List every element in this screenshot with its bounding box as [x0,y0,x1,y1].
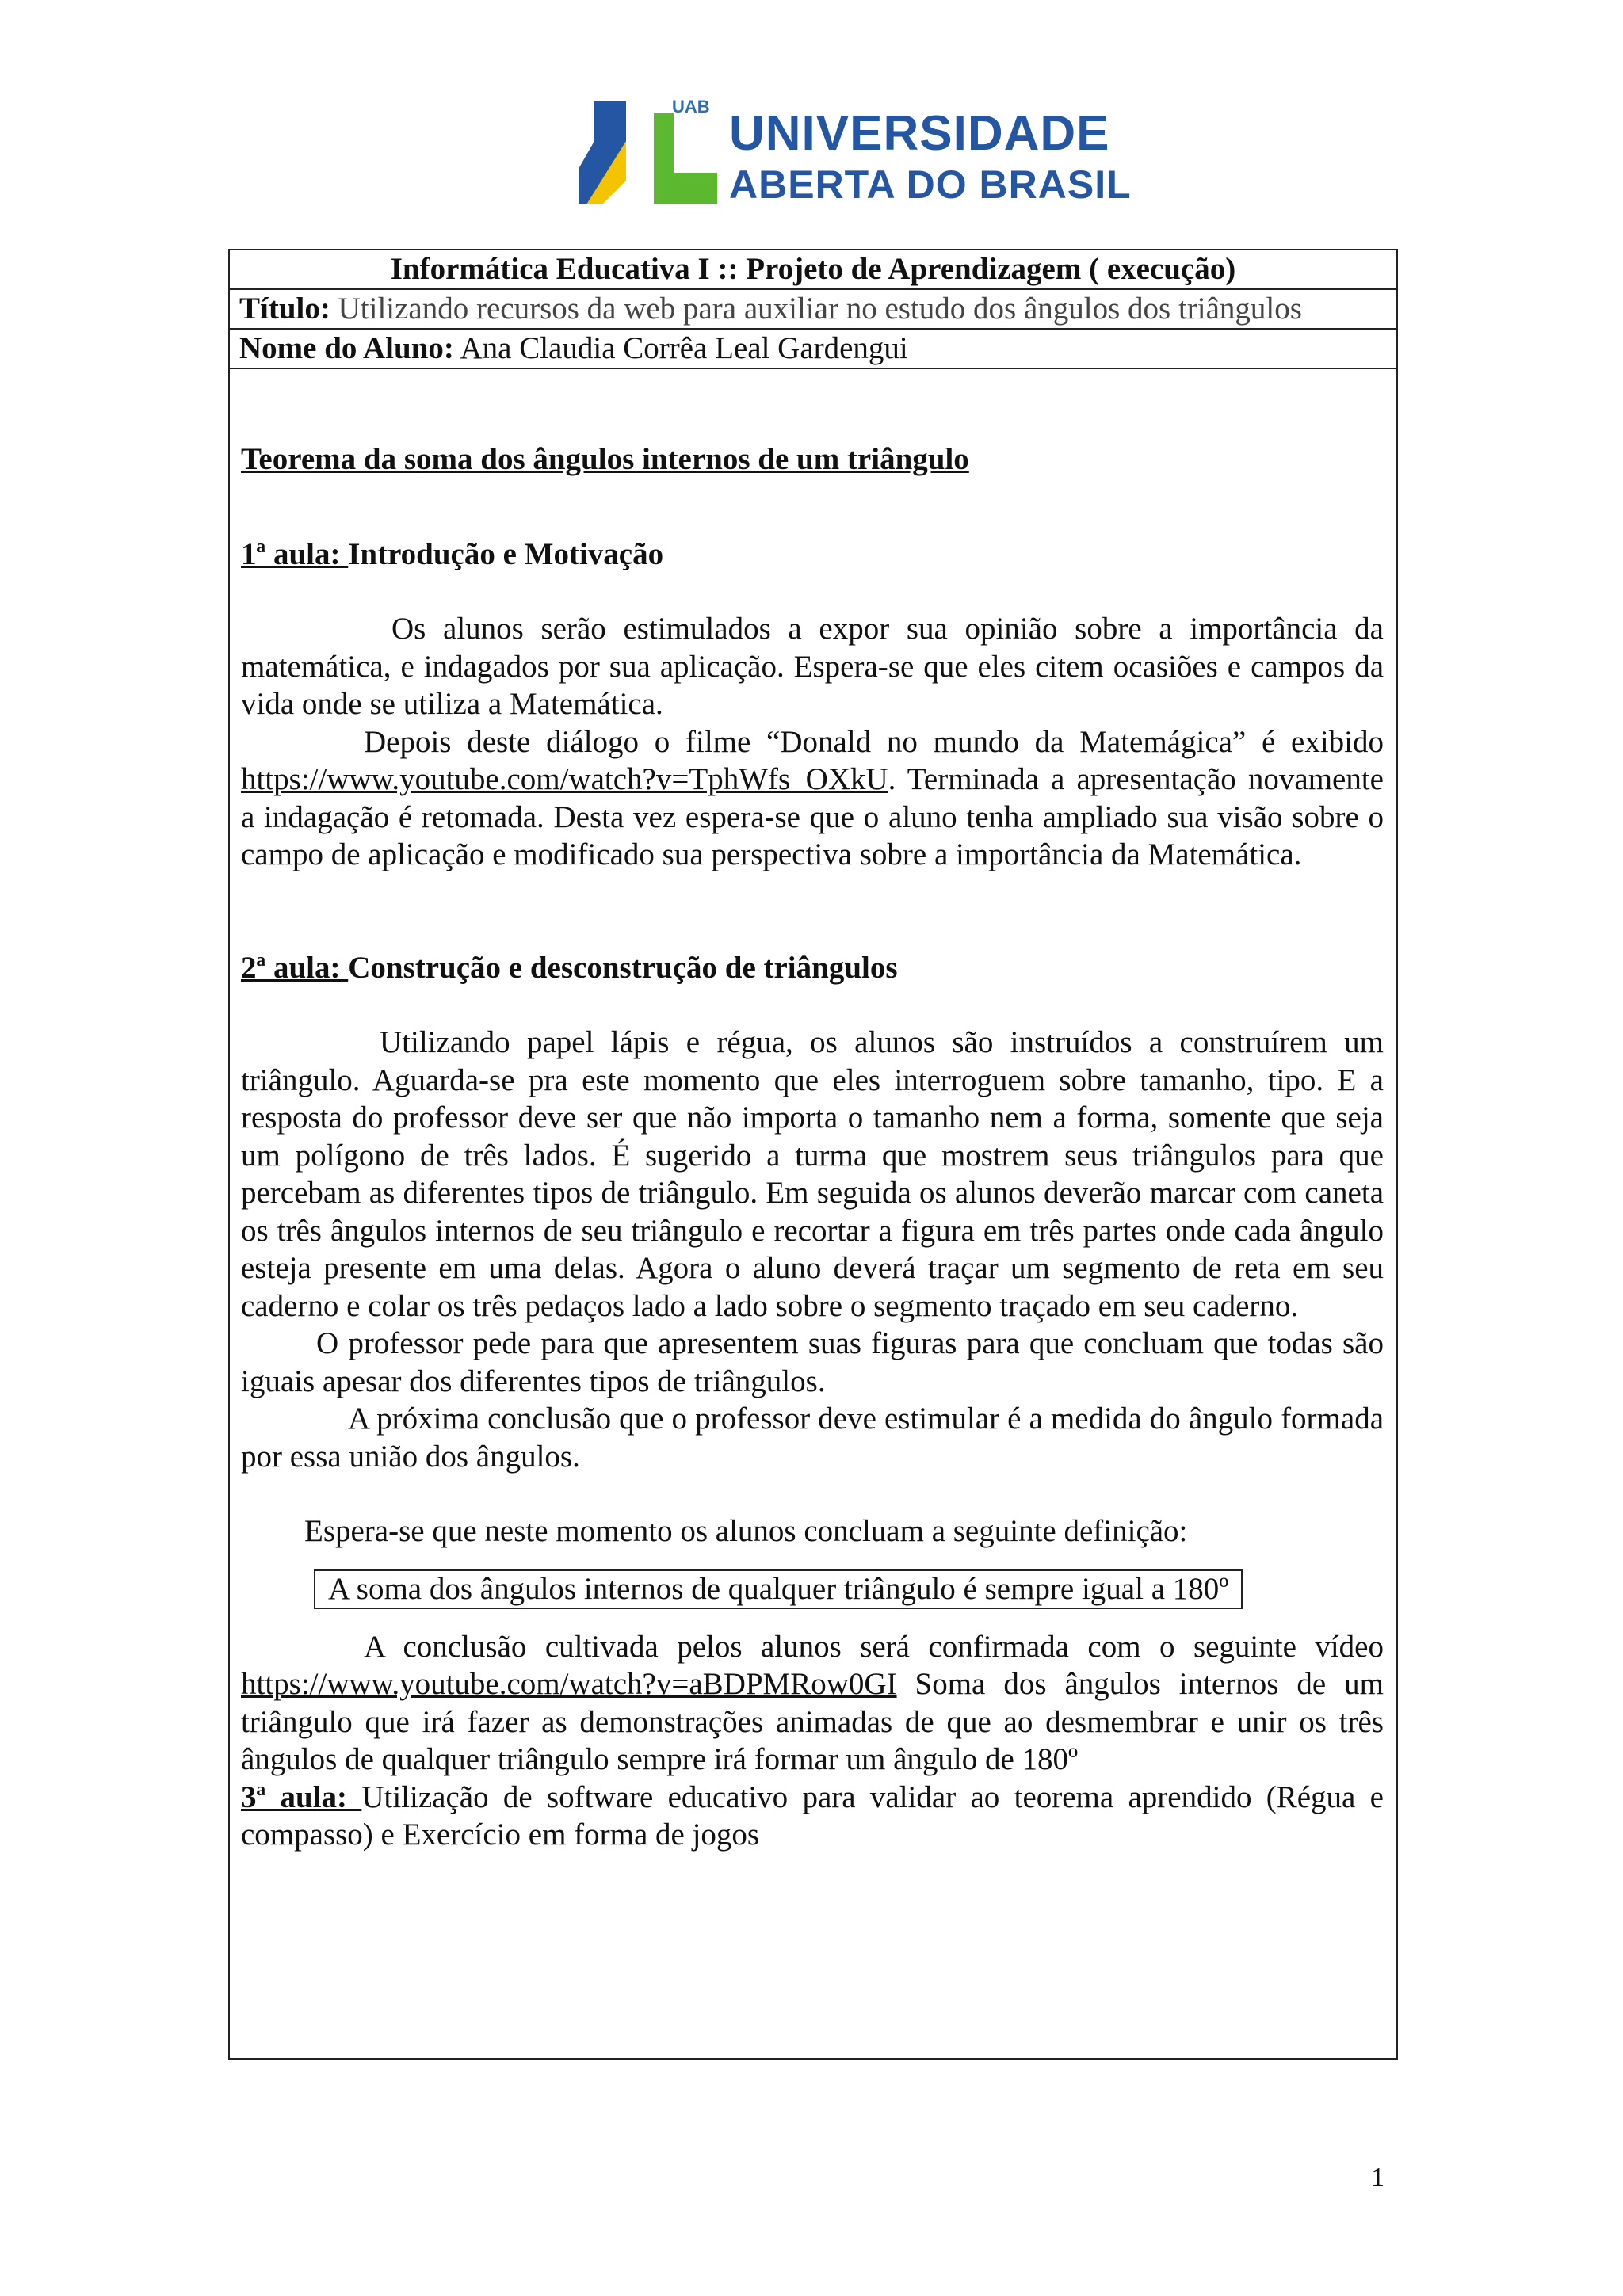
uab-logo-label: UAB [672,97,710,116]
lesson-content [241,369,1384,1854]
lesson2-paragraph-3: A próxima conclusão que o professor deve estimular é a medida do ângulo formada por essa união dos ângulos. [241,1402,1384,1474]
logo-line-1: UNIVERSIDADE [729,106,1110,161]
lesson2-title: Construção e desconstrução de triângulos [348,950,898,985]
title-value: Utilizando recursos da web para auxiliar no estudo dos ângulos dos triângulos [338,292,1302,326]
document-frame [228,249,1398,2060]
lesson1-title: Introdução e Motivação [348,536,664,571]
lesson2-paragraph-5 [241,1628,1384,1779]
course-title: Informática Educativa I :: Projeto de Aprendizagem ( execução) [230,250,1396,290]
student-row [230,330,1396,369]
definition-box: A soma dos ângulos internos de qualquer triângulo é sempre igual a 180º [314,1569,1243,1609]
lesson3-paragraph [241,1779,1384,1854]
angles-video-link[interactable]: https://www.youtube.com/watch?v=aBDPMRow0GI [241,1667,897,1701]
lesson2-p5-end: Soma dos ângulos internos de um triângulo que irá fazer as demonstrações animadas de que ao desmembrar e unir os três ângulos de qualquer triângulo sempre irá formar um ângulo de 180º [241,1667,1384,1776]
lesson1-p2-end: . Terminada a apresentação novamente a indagação é retomada. Desta vez espera-se que o aluno tenha ampliado sua visão sobre o campo de aplicação e modificado sua perspectiva sobre a importância da Matemática. [241,762,1384,871]
student-value: Ana Claudia Corrêa Leal Gardengui [460,331,908,365]
lesson1-heading [241,536,1384,574]
lesson1-paragraph-1: Os alunos serão estimulados a expor sua opinião sobre a importância da matemática, e indagados por sua aplicação. Espera-se que eles citem ocasiões e campos da vida onde se utiliza a Matemática. [241,612,1384,721]
lesson2-paragraph-2: O professor pede para que apresentem suas figuras para que concluam que todas são iguais apesar dos diferentes tipos de triângulos. [241,1326,1384,1398]
title-label: Título: [239,292,330,326]
student-label: Nome do Aluno: [239,331,454,365]
lesson2-p5-start: A conclusão cultivada pelos alunos será confirmada com o seguinte vídeo [364,1629,1384,1664]
uab-logo [579,93,1181,212]
donald-video-link[interactable]: https://www.youtube.com/watch?v=TphWfs_OXkU [241,762,888,796]
theorem-title: Teorema da soma dos ângulos internos de um triângulo [241,442,969,476]
lesson1-paragraph-2 [241,723,1384,874]
page-number: 1 [1371,2163,1384,2192]
lesson2-heading [241,949,1384,987]
lesson1-p2-start: Depois deste diálogo o filme “Donald no mundo da Matemágica” é exibido [364,724,1384,759]
logo-line-2: ABERTA DO BRASIL [729,162,1132,207]
title-row [230,290,1396,330]
lesson1-label: 1ª aula: [241,536,349,571]
lesson2-paragraph-4: Espera-se que neste momento os alunos concluam a seguinte definição: [304,1514,1188,1548]
lesson2-paragraph-1: Utilizando papel lápis e régua, os alunos são instruídos a construírem um triângulo. Aguarda-se pra este momento que eles interroguem sobre tamanho, tipo. E a resposta do professor deve ser que não importa o tamanho nem a forma, somente que seja um polígono de três lados. É sugerido a turma que mostrem seus triângulos para que percebam as diferentes tipos de triângulo. Em seguida os alunos deverão marcar com caneta os três ângulos internos de seu triângulo e recortar a figura em três partes onde cada ângulo esteja presente em uma delas. Agora o aluno deverá traçar um segmento de reta em seu caderno e colar os três pedaços lado a lado sobre o segmento traçado em seu caderno. [241,1025,1384,1323]
lesson3-label: 3ª aula: [241,1779,362,1814]
lesson2-label: 2ª aula: [241,950,349,985]
lesson3-text: Utilização de software educativo para validar ao teorema aprendido (Régua e compasso) e Exercício em forma de jogos [241,1779,1384,1852]
